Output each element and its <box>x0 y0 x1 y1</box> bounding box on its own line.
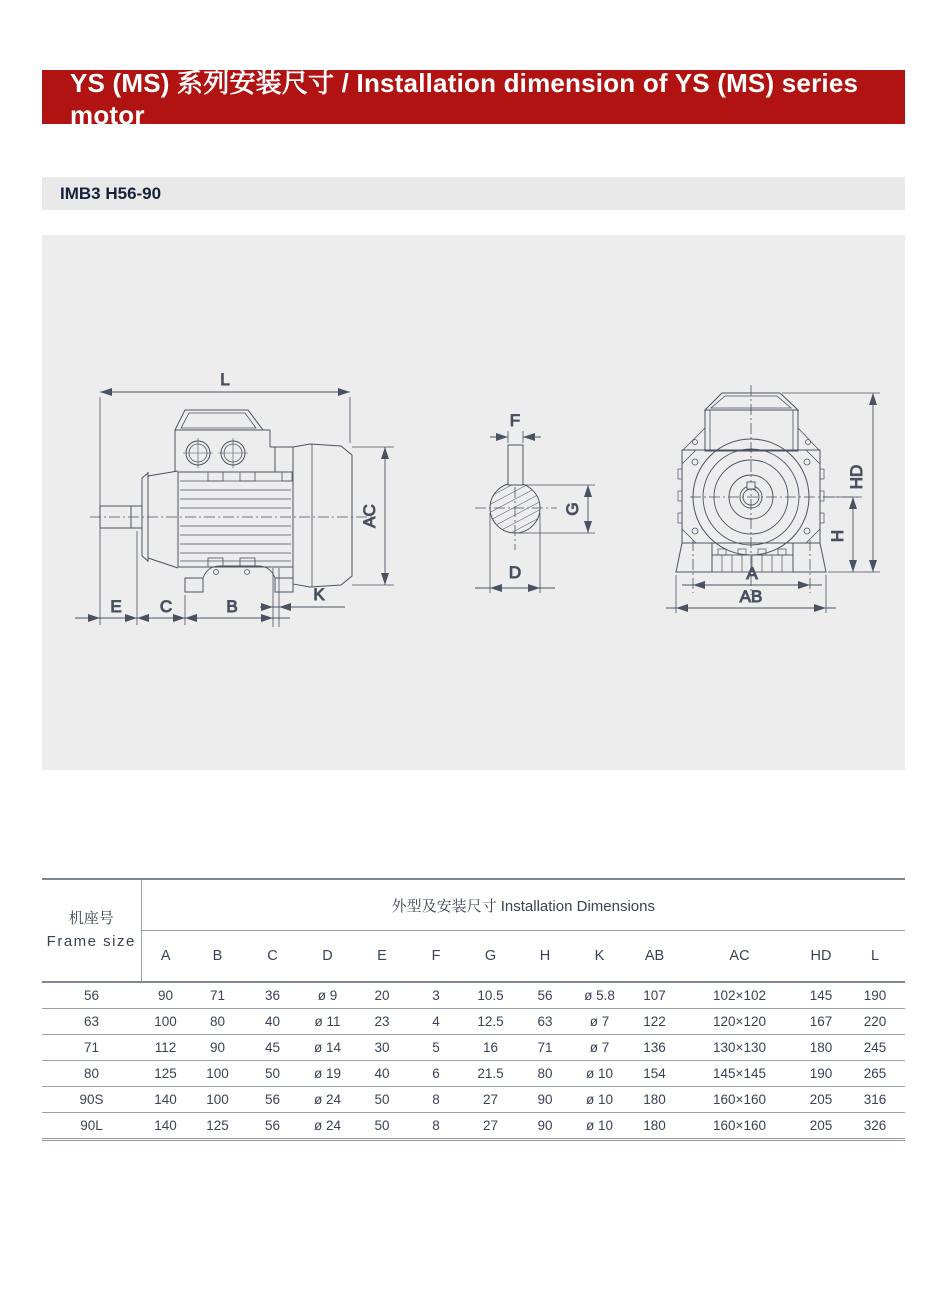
dimension-cell: ø 14 <box>300 1035 355 1061</box>
dim-label-G: G <box>563 502 582 516</box>
dimension-cell: 140 <box>141 1087 190 1113</box>
dimension-cell: 220 <box>845 1009 905 1035</box>
dimension-cell: 80 <box>518 1061 572 1087</box>
section-label-text: IMB3 H56-90 <box>60 183 162 203</box>
dimension-cell: 56 <box>245 1113 300 1140</box>
dimension-cell: 10.5 <box>463 982 518 1009</box>
dim-label-AC: AC <box>360 504 379 528</box>
frame-size-cell: 63 <box>42 1009 141 1035</box>
dim-label-H: H <box>828 529 847 543</box>
dimension-cell: 180 <box>797 1035 845 1061</box>
dimension-cell: 190 <box>845 982 905 1009</box>
column-header: K <box>572 931 627 983</box>
dimension-cell: 3 <box>409 982 463 1009</box>
dimension-cell: ø 24 <box>300 1087 355 1113</box>
dimension-cell: 90 <box>190 1035 245 1061</box>
table-row <box>42 1035 905 1061</box>
dimension-cell: 265 <box>845 1061 905 1087</box>
dim-label-E: E <box>110 597 122 616</box>
dim-label-K: K <box>313 585 325 604</box>
motor-front-view <box>666 385 880 613</box>
dimension-cell: 12.5 <box>463 1009 518 1035</box>
installation-drawing-panel <box>42 235 905 770</box>
column-header: C <box>245 931 300 983</box>
dimension-cell: 160×160 <box>682 1087 797 1113</box>
dimension-cell: 90 <box>518 1113 572 1140</box>
dimension-cell: 130×130 <box>682 1035 797 1061</box>
dimension-cell: ø 10 <box>572 1113 627 1140</box>
dimension-cell: 190 <box>797 1061 845 1087</box>
dimension-cell: 100 <box>190 1061 245 1087</box>
dimension-cell: 112 <box>141 1035 190 1061</box>
dimension-cell: 122 <box>627 1009 682 1035</box>
dimension-cell: 80 <box>190 1009 245 1035</box>
page-title-text: YS (MS) 系列安装尺寸 / Installation dimension of YS (MS) series motor <box>70 68 859 130</box>
column-header: B <box>190 931 245 983</box>
dimension-cell: 90 <box>518 1087 572 1113</box>
column-header: E <box>355 931 409 983</box>
dimension-cell: 180 <box>627 1087 682 1113</box>
frame-size-header-zh: 机座号 <box>68 910 114 927</box>
dimension-cell: 63 <box>518 1009 572 1035</box>
dimension-cell: 316 <box>845 1087 905 1113</box>
column-header: H <box>518 931 572 983</box>
frame-size-header-en: Frame size <box>46 932 136 950</box>
dimension-cell: ø 9 <box>300 982 355 1009</box>
column-header: F <box>409 931 463 983</box>
dimension-cell: 27 <box>463 1087 518 1113</box>
dimension-cell: ø 24 <box>300 1113 355 1140</box>
dimension-cell: 30 <box>355 1035 409 1061</box>
dimension-cell: ø 19 <box>300 1061 355 1087</box>
dimension-cell: 16 <box>463 1035 518 1061</box>
dim-label-F: F <box>509 411 521 430</box>
dimension-cell: ø 7 <box>572 1009 627 1035</box>
dim-label-C: C <box>159 597 173 616</box>
dimension-cell: 205 <box>797 1113 845 1140</box>
column-header-row <box>42 931 905 983</box>
table-row <box>42 1087 905 1113</box>
dimension-cell: 100 <box>141 1009 190 1035</box>
dimension-cell: 36 <box>245 982 300 1009</box>
dim-label-D: D <box>508 563 522 582</box>
dim-label-A: A <box>746 564 758 583</box>
dimension-cell: 71 <box>190 982 245 1009</box>
dim-label-AB: AB <box>739 587 763 606</box>
dimension-cell: 20 <box>355 982 409 1009</box>
installation-diagram <box>42 235 905 770</box>
dimension-cell: ø 5.8 <box>572 982 627 1009</box>
dimension-cell: ø 7 <box>572 1035 627 1061</box>
dimension-cell: 245 <box>845 1035 905 1061</box>
installation-dimensions-table <box>42 878 905 1141</box>
frame-size-cell: 80 <box>42 1061 141 1087</box>
dimensions-group-header: 外型及安装尺寸 Installation Dimensions <box>141 879 905 931</box>
column-header: AB <box>627 931 682 983</box>
dimension-cell: 45 <box>245 1035 300 1061</box>
dimension-cell: 23 <box>355 1009 409 1035</box>
column-header: A <box>141 931 190 983</box>
shaft-section-view <box>475 411 595 593</box>
frame-size-cell: 71 <box>42 1035 141 1061</box>
column-header: D <box>300 931 355 983</box>
dimension-cell: 140 <box>141 1113 190 1140</box>
dimension-cell: 71 <box>518 1035 572 1061</box>
table-row <box>42 1061 905 1087</box>
frame-size-cell: 90L <box>42 1113 141 1140</box>
table-row <box>42 1113 905 1140</box>
dimension-cell: ø 11 <box>300 1009 355 1035</box>
column-header: AC <box>682 931 797 983</box>
dimension-cell: 4 <box>409 1009 463 1035</box>
motor-side-view <box>75 370 394 627</box>
dimension-cell: 8 <box>409 1087 463 1113</box>
dimension-cell: 50 <box>355 1113 409 1140</box>
dimension-cell: 50 <box>245 1061 300 1087</box>
column-header: G <box>463 931 518 983</box>
dimension-cell: 107 <box>627 982 682 1009</box>
column-header: HD <box>797 931 845 983</box>
dimension-cell: 40 <box>245 1009 300 1035</box>
dimension-cell: 145×145 <box>682 1061 797 1087</box>
dimension-cell: 40 <box>355 1061 409 1087</box>
dimension-cell: 136 <box>627 1035 682 1061</box>
dimension-cell: 125 <box>141 1061 190 1087</box>
dimension-cell: 8 <box>409 1113 463 1140</box>
dim-label-HD: HD <box>847 464 866 490</box>
dimension-cell: 326 <box>845 1113 905 1140</box>
frame-size-cell: 56 <box>42 982 141 1009</box>
dimension-cell: 21.5 <box>463 1061 518 1087</box>
dimension-cell: 50 <box>355 1087 409 1113</box>
dimension-cell: 56 <box>245 1087 300 1113</box>
dimension-cell: 120×120 <box>682 1009 797 1035</box>
dimension-cell: 205 <box>797 1087 845 1113</box>
dim-label-L: L <box>220 370 230 389</box>
dimension-cell: 90 <box>141 982 190 1009</box>
table-body <box>42 982 905 1140</box>
dimension-cell: 27 <box>463 1113 518 1140</box>
table-row <box>42 1009 905 1035</box>
page-title <box>42 68 905 130</box>
dimension-cell: 5 <box>409 1035 463 1061</box>
section-label <box>42 177 905 210</box>
dimension-cell: ø 10 <box>572 1087 627 1113</box>
dim-label-B: B <box>226 597 238 616</box>
frame-size-header <box>42 879 141 982</box>
dimension-cell: 102×102 <box>682 982 797 1009</box>
table-row <box>42 982 905 1009</box>
dimension-cell: 145 <box>797 982 845 1009</box>
dimension-cell: 154 <box>627 1061 682 1087</box>
dimension-cell: 160×160 <box>682 1113 797 1140</box>
dimension-cell: 167 <box>797 1009 845 1035</box>
dimension-cell: 6 <box>409 1061 463 1087</box>
dimension-cell: 125 <box>190 1113 245 1140</box>
dimension-cell: 56 <box>518 982 572 1009</box>
dimension-cell: 100 <box>190 1087 245 1113</box>
dimension-cell: 180 <box>627 1113 682 1140</box>
dimension-cell: ø 10 <box>572 1061 627 1087</box>
column-header: L <box>845 931 905 983</box>
frame-size-cell: 90S <box>42 1087 141 1113</box>
